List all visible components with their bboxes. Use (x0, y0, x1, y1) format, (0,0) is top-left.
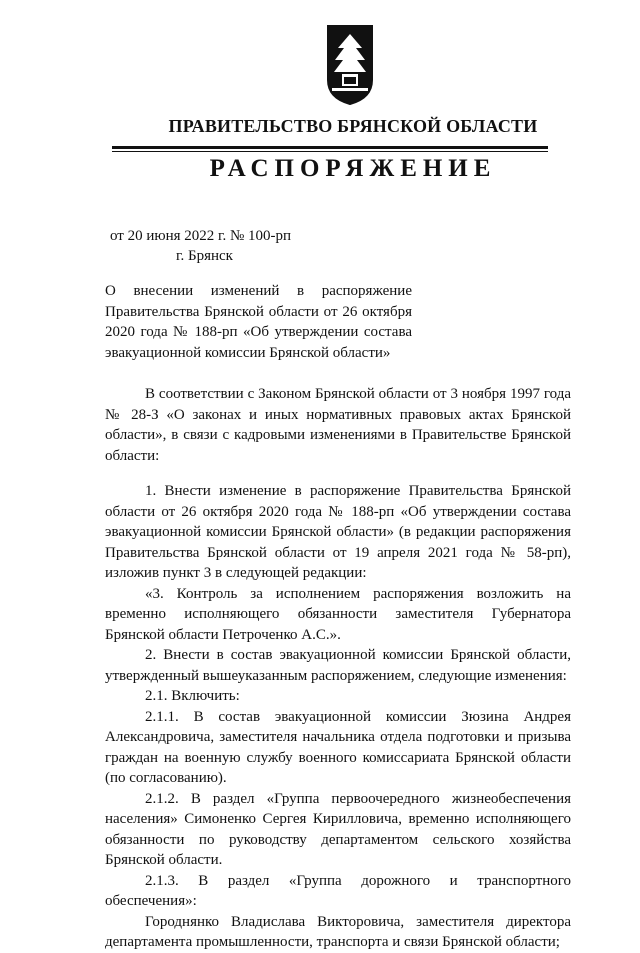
document-meta (110, 226, 291, 266)
paragraph-1-quote: «3. Контроль за исполнением распоряжения возложить на временно исполняющего обязанности заместителя Губернатора Брянской области Петроченко А.С.». (105, 585, 571, 643)
paragraph-2-1-3-person: Городнянко Владислава Викторовича, заместителя директора департамента промышленности, транспорта и связи Брянской области; (105, 913, 571, 950)
city: г. Брянск (176, 248, 233, 264)
date-number: от 20 июня 2022 г. № 100-рп (110, 228, 292, 244)
document-type-title: РАСПОРЯЖЕНИЕ (209, 155, 497, 182)
header-rule-thick (112, 146, 548, 149)
paragraph-2-1: 2.1. Включить: (145, 688, 240, 704)
organization-title: ПРАВИТЕЛЬСТВО БРЯНСКОЙ ОБЛАСТИ (168, 116, 538, 136)
preamble-paragraph: В соответствии с Законом Брянской области от 3 ноября 1997 года № 28-З «О законах и иных нормативных правовых актах Брянской области», в связи с кадровыми изменениями в Правительстве Брянской области: (105, 386, 571, 464)
paragraph-2-1-3: 2.1.3. В раздел «Группа дорожного и транспортного обеспечения»: (105, 872, 571, 909)
header-rule-thin (112, 151, 548, 152)
paragraph-2-1-1: 2.1.1. В состав эвакуационной комиссии Зюзина Андрея Александровича, заместителя начальника отдела подготовки и призыва граждан на военную службу военного комиссариата Брянской области (по согласованию). (105, 708, 571, 786)
document-subject: О внесении изменений в распоряжение Правительства Брянской области от 26 октября 2020 года № 188-рп «Об утверждении состава эвакуационной комиссии Брянской области» (105, 283, 412, 361)
paragraph-2: 2. Внести в состав эвакуационной комиссии Брянской области, утвержденный вышеуказанным распоряжением, следующие изменения: (105, 647, 571, 684)
paragraph-2-1-2: 2.1.2. В раздел «Группа первоочередного жизнеобеспечения населения» Симоненко Сергея Кирилловича, временно исполняющего обязанности по руководству департаментом сельского хозяйства Брянской области. (105, 790, 571, 868)
document-body (105, 384, 571, 953)
coat-of-arms-emblem (324, 22, 376, 106)
paragraph-1: 1. Внести изменение в распоряжение Правительства Брянской области от 26 октября 2020 года № 188-рп «Об утверждении состава эвакуационной комиссии Брянской области» (в редакции распоряжения Правительства Брянской области от 19 апреля 2021 года № 58-рп), изложив пункт 3 в следующей редакции: (105, 483, 571, 581)
